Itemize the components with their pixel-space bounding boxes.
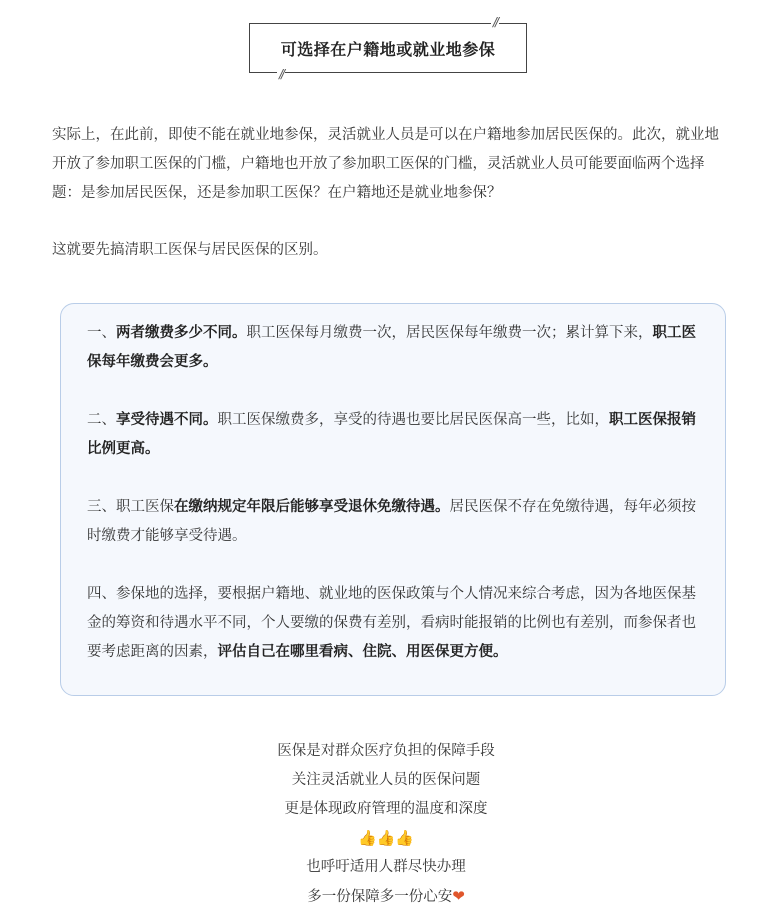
item2-text: 职工医保缴费多，享受的待遇也要比居民医保高一些，比如， xyxy=(217,412,609,428)
section-title-box xyxy=(249,15,527,81)
heart-icon: ❤ xyxy=(452,887,465,905)
intro-paragraph-2: 这就要先搞清职工医保与居民医保的区别。 xyxy=(52,242,328,258)
slash-decoration-top-right: // xyxy=(492,15,497,29)
item1-prefix: 一、 xyxy=(87,325,116,341)
item3-text: 居民医保不存在免缴待遇，每年必须按时缴费才能够享受待遇。 xyxy=(87,499,696,544)
card-item-2 xyxy=(87,406,699,464)
closing-lines xyxy=(0,737,772,911)
card-item-1 xyxy=(87,319,699,377)
item1-bold-conclusion: 职工医保每年缴费会更多。 xyxy=(87,325,696,370)
footer-line-6-row xyxy=(0,882,772,911)
card-item-3 xyxy=(87,493,699,551)
thumbs-up-icon: 👍👍👍 xyxy=(357,829,415,847)
footer-line-2: 关注灵活就业人员的医保问题 xyxy=(291,772,481,788)
item3-bold-text: 在缴纳规定年限后能够享受退休免缴待遇。 xyxy=(174,499,450,515)
item4-text: 四、参保地的选择，要根据户籍地、就业地的医保政策与个人情况来综合考虑，因为各地医保基金的筹资和待遇水平不同，个人要缴的保费有差别，看病时能报销的比例也有差别，而参保者也要考虑距离的因素， xyxy=(87,586,696,660)
comparison-card xyxy=(60,303,726,696)
footer-line-6: 多一份保障多一份心安 xyxy=(307,889,453,905)
item2-bold-conclusion: 职工医保报销比例更高。 xyxy=(87,412,696,457)
item1-text: 职工医保每月缴费一次，居民医保每年缴费一次；累计算下来， xyxy=(246,325,653,341)
footer-line-3: 更是体现政府管理的温度和深度 xyxy=(284,801,488,817)
item4-bold-conclusion: 评估自己在哪里看病、住院、用医保更方便。 xyxy=(217,644,508,660)
footer-line-5: 也呼吁适用人群尽快办理 xyxy=(306,859,466,875)
item3-prefix: 三、职工医保 xyxy=(87,499,174,515)
footer-line-1: 医保是对群众医疗负担的保障手段 xyxy=(277,743,495,759)
item1-bold-heading: 两者缴费多少不同。 xyxy=(116,325,247,341)
section-title: 可选择在户籍地或就业地参保 xyxy=(249,23,527,73)
card-item-4 xyxy=(87,580,699,667)
slash-decoration-bottom-left: // xyxy=(279,67,284,81)
intro-paragraph-1: 实际上，在此前，即使不能在就业地参保，灵活就业人员是可以在户籍地参加居民医保的。此次，就业地开放了参加职工医保的门槛，户籍地也开放了参加职工医保的门槛，灵活就业人员可能要面临两个选择题：是参加居民医保，还是参加职工医保？在户籍地还是就业地参保？ xyxy=(52,127,719,201)
item2-bold-heading: 享受待遇不同。 xyxy=(116,412,218,428)
item2-prefix: 二、 xyxy=(87,412,116,428)
footer-thumbs-row xyxy=(0,824,772,853)
